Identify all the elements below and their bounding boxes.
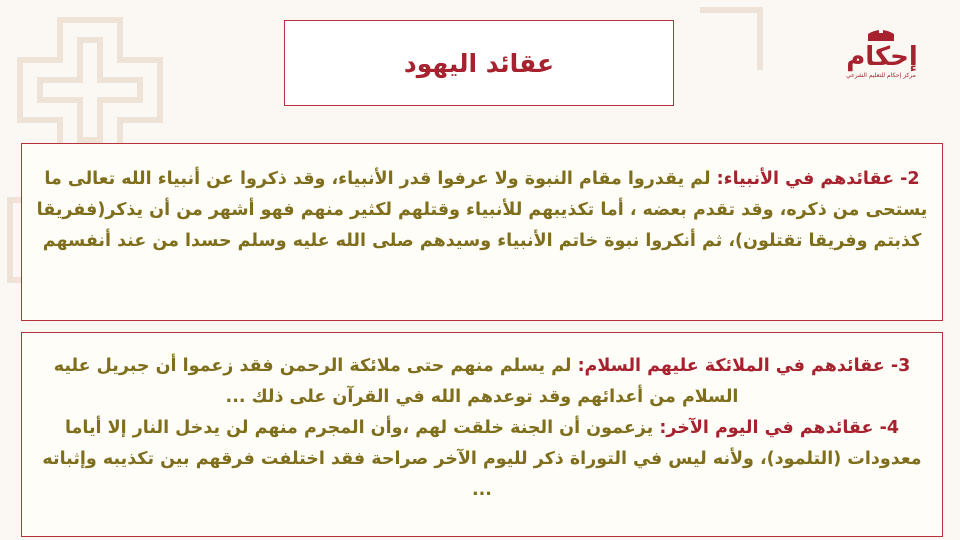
beliefs-prophets-paragraph [34, 164, 930, 257]
beliefs-afterlife-paragraph [34, 413, 930, 506]
logo [836, 28, 926, 92]
title-box [284, 20, 674, 106]
item-label: عقائدهم في اليوم الآخر: [659, 418, 874, 438]
item-number: 4- [879, 418, 900, 438]
item-text: يزعمون أن الجنة خلقت لهم ،وأن المجرم منهم لن يدخل النار إلا أياما معدودات (التلمود)، ولأنه ليس في التوراة ذكر لليوم الآخر صراحة فقد اختلفت فرقهم بين تكذيبه وإثباته ... [42, 418, 922, 500]
page-title: عقائد اليهود [403, 48, 555, 78]
logo-brand: إحكام [846, 42, 918, 72]
item-text: لم يقدروا مقام النبوة ولا عرفوا قدر الأنبياء، وقد ذكروا عن أنبياء الله تعالى ما يستحى من ذكره، وقد تقدم بعضه ، أما تكذيبهم للأنبياء وقتلهم لكثير منهم فهو أشهر من أن يذكر(ففريقا كذبتم وفريقا تقتلون)، ثم أنكروا نبوة خاتم الأنبياء وسيدهم صلى الله عليه وسلم حسدا من عند أنفسهم [36, 169, 928, 251]
beliefs-angels-afterlife-card [21, 332, 943, 537]
beliefs-prophets-card [21, 143, 943, 321]
item-label: عقائدهم في الأنبياء: [716, 169, 895, 189]
beliefs-angels-paragraph [34, 351, 930, 413]
item-label: عقائدهم في الملائكة عليهم السلام: [577, 356, 885, 376]
item-text: لم يسلم منهم حتى ملائكة الرحمن فقد زعموا أن جبريل عليه السلام من أعدائهم وقد توعدهم الله في القرآن على ذلك ... [53, 356, 739, 407]
logo-mark-icon [866, 28, 896, 42]
item-number: 3- [890, 356, 911, 376]
item-number: 2- [900, 169, 920, 189]
logo-subtitle: مركز إحكام للتعليم الشرعي [846, 72, 916, 79]
